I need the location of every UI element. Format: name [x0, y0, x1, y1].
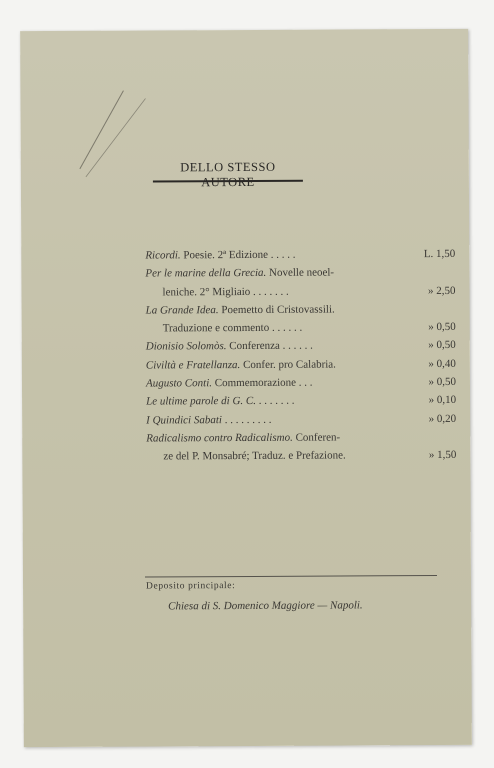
work-description: Confer. pro Calabria. — [240, 358, 336, 371]
divider — [145, 575, 437, 578]
work-description: Conferen- — [292, 431, 341, 444]
work-entry — [146, 300, 456, 320]
work-description: Poesie. 2ª Edizione . . . . . — [180, 248, 296, 262]
deposit-label: Deposito principale: — [146, 581, 236, 592]
work-price: » 0,50 — [428, 321, 456, 334]
work-description: leniche. 2° Migliaio . . . . . . . — [162, 285, 289, 299]
work-entry — [145, 281, 455, 301]
work-description: Commemorazione . . . — [211, 376, 313, 390]
works-list — [145, 245, 456, 466]
work-title: Ricordi. — [145, 249, 181, 262]
work-title: Radicalismo contro Radicalismo. — [146, 431, 293, 445]
work-title: Per le marine della Grecia. — [145, 267, 267, 280]
work-entry — [146, 391, 456, 411]
work-title: La Grande Idea. — [145, 304, 219, 317]
work-title: Civiltà e Fratellanza. — [145, 358, 241, 372]
work-description: ze del P. Monsabré; Traduz. e Prefazione. — [163, 449, 346, 463]
work-entry — [146, 336, 456, 356]
work-description: Novelle neoel- — [266, 266, 335, 280]
work-description: Conferenza . . . . . . — [226, 340, 313, 353]
work-description: . . . . . . . — [255, 395, 295, 408]
work-price: » 0,10 — [428, 394, 457, 407]
work-entry — [146, 410, 456, 430]
work-price: » 0,50 — [428, 375, 457, 389]
work-price: » 2,50 — [427, 284, 456, 297]
work-description: Traduzione e commento . . . . . . — [162, 321, 303, 335]
work-title: Le ultime parole di G. C. — [146, 395, 257, 408]
work-price: » 1,50 — [428, 449, 457, 462]
work-description: . . . . . . . . . — [221, 413, 272, 426]
work-title: Augusto Conti. — [145, 377, 213, 390]
work-price: » 0,50 — [428, 339, 456, 352]
work-entry — [146, 446, 456, 466]
work-entry — [145, 245, 455, 265]
work-entry — [146, 355, 456, 375]
section-heading: DELLO STESSO AUTORE — [153, 160, 303, 183]
back-cover — [20, 29, 472, 747]
work-description: Poemetto di Cristovassili. — [218, 303, 335, 317]
work-title: I Quindici Sabati — [146, 413, 222, 427]
work-price: L. 1,50 — [423, 247, 456, 261]
work-price: » 0,40 — [428, 357, 456, 370]
work-entry — [146, 318, 456, 338]
deposit-address: Chiesa di S. Domenico Maggiore — Napoli. — [168, 599, 363, 613]
work-entry — [146, 373, 456, 393]
work-entry — [146, 428, 456, 448]
pencil-scratch-marks — [75, 88, 155, 178]
work-entry — [145, 263, 455, 283]
work-price: » 0,20 — [428, 412, 457, 425]
work-title: Dionisio Solomòs. — [145, 340, 227, 354]
